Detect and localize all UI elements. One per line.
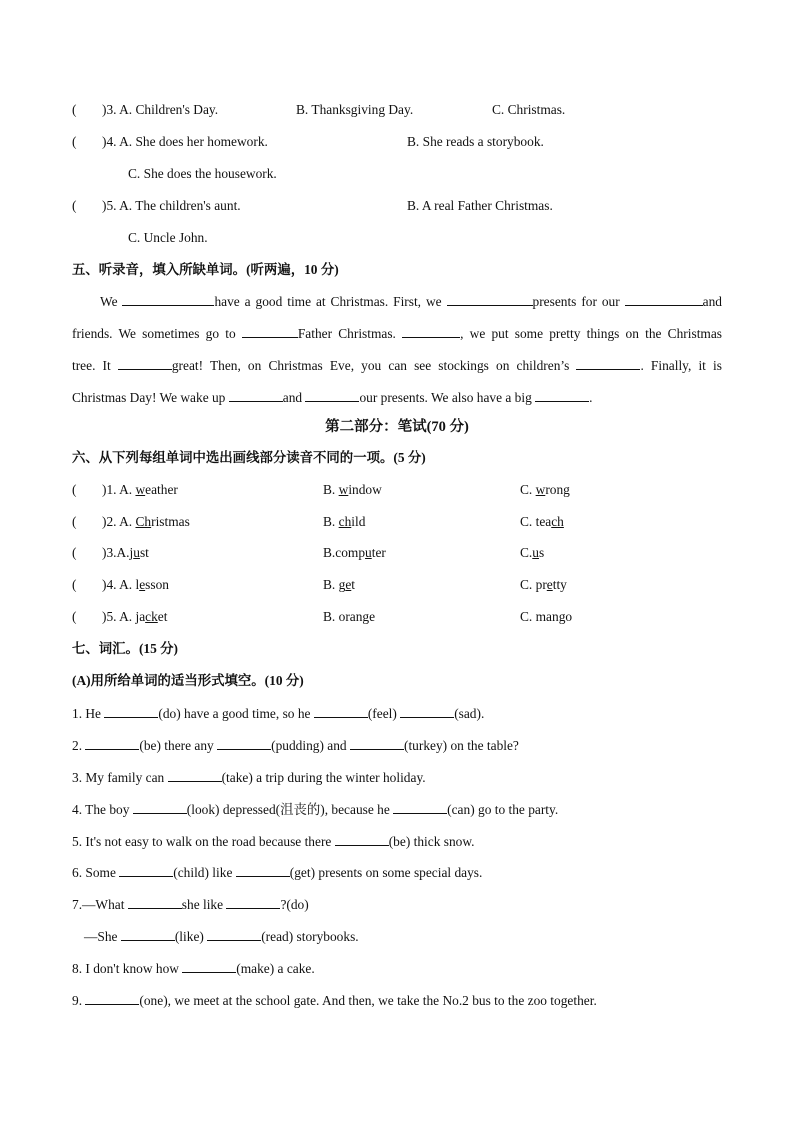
option-a: ( )4. A. lesson <box>72 575 169 595</box>
underlined-letters: g <box>362 609 370 624</box>
section-7-title: 七、词汇。(15 分) <box>72 641 178 656</box>
blank[interactable] <box>535 387 589 402</box>
blank[interactable] <box>393 799 447 814</box>
underlined-letters: w <box>338 482 349 497</box>
blank[interactable] <box>335 831 389 846</box>
option-c: C. wrong <box>520 482 570 497</box>
blank[interactable] <box>85 735 139 750</box>
blank[interactable] <box>305 387 359 402</box>
blank[interactable] <box>128 894 182 909</box>
cloze-passage <box>72 291 722 419</box>
blank[interactable] <box>236 862 290 877</box>
option-a: ( )1. A. weather <box>72 480 178 500</box>
passage-line-4: Christmas Day! We wake up and our presents. We also have a big . <box>72 387 722 419</box>
phonics-question <box>72 575 722 595</box>
section-6-title: 六、从下列每组单词中选出画线部分读音不同的一项。(5 分) <box>72 450 426 465</box>
option-a: ( )2. A. Christmas <box>72 512 190 532</box>
passage-line-1: We have a good time at Christmas. First, we presents for our and <box>72 291 722 323</box>
option-c: C. Uncle John. <box>128 230 208 245</box>
underlined-letters: g <box>558 609 566 624</box>
answer-paren[interactable]: ( <box>72 198 77 213</box>
option-b: B. window <box>323 482 382 497</box>
vocab-question-4: 4. The boy (look) depressed(沮丧的), because he (can) go to the party. <box>72 799 722 819</box>
question-number: )3.A.j <box>102 545 134 560</box>
underlined-letters: u <box>532 545 539 560</box>
question-number: )4. A. l <box>102 577 140 592</box>
option-c: C. teach <box>520 514 564 529</box>
blank[interactable] <box>625 291 703 306</box>
option-a: )3. A. Children's Day. <box>102 102 219 117</box>
answer-paren[interactable]: ( <box>72 514 77 529</box>
answer-paren[interactable]: ( <box>72 609 77 624</box>
answer-paren[interactable]: ( <box>72 545 77 560</box>
vocab-question-7-answer: —She (like) (read) storybooks. <box>84 926 722 946</box>
blank[interactable] <box>447 291 533 306</box>
vocab-question-1: 1. He (do) have a good time, so he (feel) (sad). <box>72 703 722 723</box>
option-c: C. mango <box>520 609 573 624</box>
option-b: B. She reads a storybook. <box>407 134 544 149</box>
option-a: ( )5. A. jacket <box>72 607 167 627</box>
option-b: B. orange <box>323 609 376 624</box>
option-b: B. child <box>323 514 366 529</box>
vocab-question-2: 2. (be) there any (pudding) and (turkey) on the table? <box>72 735 722 755</box>
blank[interactable] <box>104 703 158 718</box>
phonics-question <box>72 512 722 532</box>
question-number: )2. A. <box>102 514 136 529</box>
passage-line-2: friends. We sometimes go to Father Christmas. , we put some pretty things on the Christmas <box>72 323 722 355</box>
blank[interactable] <box>182 958 236 973</box>
underlined-letters: e <box>546 577 553 592</box>
answer-paren[interactable]: ( <box>72 577 77 592</box>
vocab-question-9: 9. (one), we meet at the school gate. And then, we take the No.2 bus to the zoo together. <box>72 990 722 1010</box>
blank[interactable] <box>576 355 640 370</box>
vocab-question-3: 3. My family can (take) a trip during the winter holiday. <box>72 767 722 787</box>
option-a: )4. A. She does her homework. <box>102 134 268 149</box>
phonics-question <box>72 607 722 627</box>
question-5-option-c-row <box>72 228 722 248</box>
blank[interactable] <box>229 387 283 402</box>
underlined-letters: ch <box>551 514 564 529</box>
option-c: C.us <box>520 545 545 560</box>
blank[interactable] <box>242 323 298 338</box>
blank[interactable] <box>400 703 454 718</box>
option-b: B.computer <box>323 545 386 560</box>
vocab-question-5: 5. It's not easy to walk on the road because there (be) thick snow. <box>72 831 722 851</box>
blank[interactable] <box>168 767 222 782</box>
question-number: )5. A. ja <box>102 609 146 624</box>
question-5 <box>72 196 722 216</box>
answer-paren[interactable]: ( <box>72 482 77 497</box>
underlined-letters: w <box>535 482 546 497</box>
underlined-letters: u <box>365 545 372 560</box>
option-b: B. A real Father Christmas. <box>407 198 553 213</box>
question-number: )1. A. <box>102 482 136 497</box>
underlined-letters: w <box>135 482 146 497</box>
underlined-letters: e <box>345 577 352 592</box>
passage-line-3: tree. It great! Then, on Christmas Eve, you can see stockings on children’s . Finally, it is <box>72 355 722 387</box>
option-c: C. pretty <box>520 577 567 592</box>
blank[interactable] <box>85 990 139 1005</box>
blank[interactable] <box>119 862 173 877</box>
section-5-title: 五、听录音，填入所缺单词。(听两遍，10 分) <box>72 262 339 277</box>
section-7-subtitle: (A)用所给单词的适当形式填空。(10 分) <box>72 673 304 688</box>
underlined-letters: ck <box>145 609 158 624</box>
option-c: C. She does the housework. <box>128 166 277 181</box>
vocab-question-6: 6. Some (child) like (get) presents on some special days. <box>72 862 722 882</box>
answer-paren[interactable]: ( <box>72 134 77 149</box>
underlined-letters: e <box>139 577 146 592</box>
blank[interactable] <box>133 799 187 814</box>
question-3 <box>72 100 722 120</box>
phonics-question <box>72 543 722 563</box>
blank[interactable] <box>402 323 460 338</box>
blank[interactable] <box>118 355 172 370</box>
underlined-letters: Ch <box>135 514 152 529</box>
vocab-question-8: 8. I don't know how (make) a cake. <box>72 958 722 978</box>
underlined-letters: ch <box>338 514 352 529</box>
option-b: B. get <box>323 577 356 592</box>
blank[interactable] <box>121 926 175 941</box>
phonics-question <box>72 480 722 500</box>
part-2-title: 第二部分：笔试(70 分) <box>325 419 469 435</box>
blank[interactable] <box>207 926 261 941</box>
question-4 <box>72 132 722 152</box>
blank[interactable] <box>350 735 404 750</box>
blank[interactable] <box>217 735 271 750</box>
blank[interactable] <box>314 703 368 718</box>
option-c: C. Christmas. <box>492 102 566 117</box>
blank[interactable] <box>226 894 280 909</box>
underlined-letters: u <box>133 545 140 560</box>
blank[interactable] <box>122 291 214 306</box>
answer-paren[interactable]: ( <box>72 102 77 117</box>
option-a: ( )3.A.just <box>72 543 149 563</box>
option-a: )5. A. The children's aunt. <box>102 198 241 213</box>
vocab-question-7: 7.—What she like ?(do) <box>72 894 722 914</box>
option-b: B. Thanksgiving Day. <box>296 102 414 117</box>
question-4-option-c-row <box>72 164 722 184</box>
